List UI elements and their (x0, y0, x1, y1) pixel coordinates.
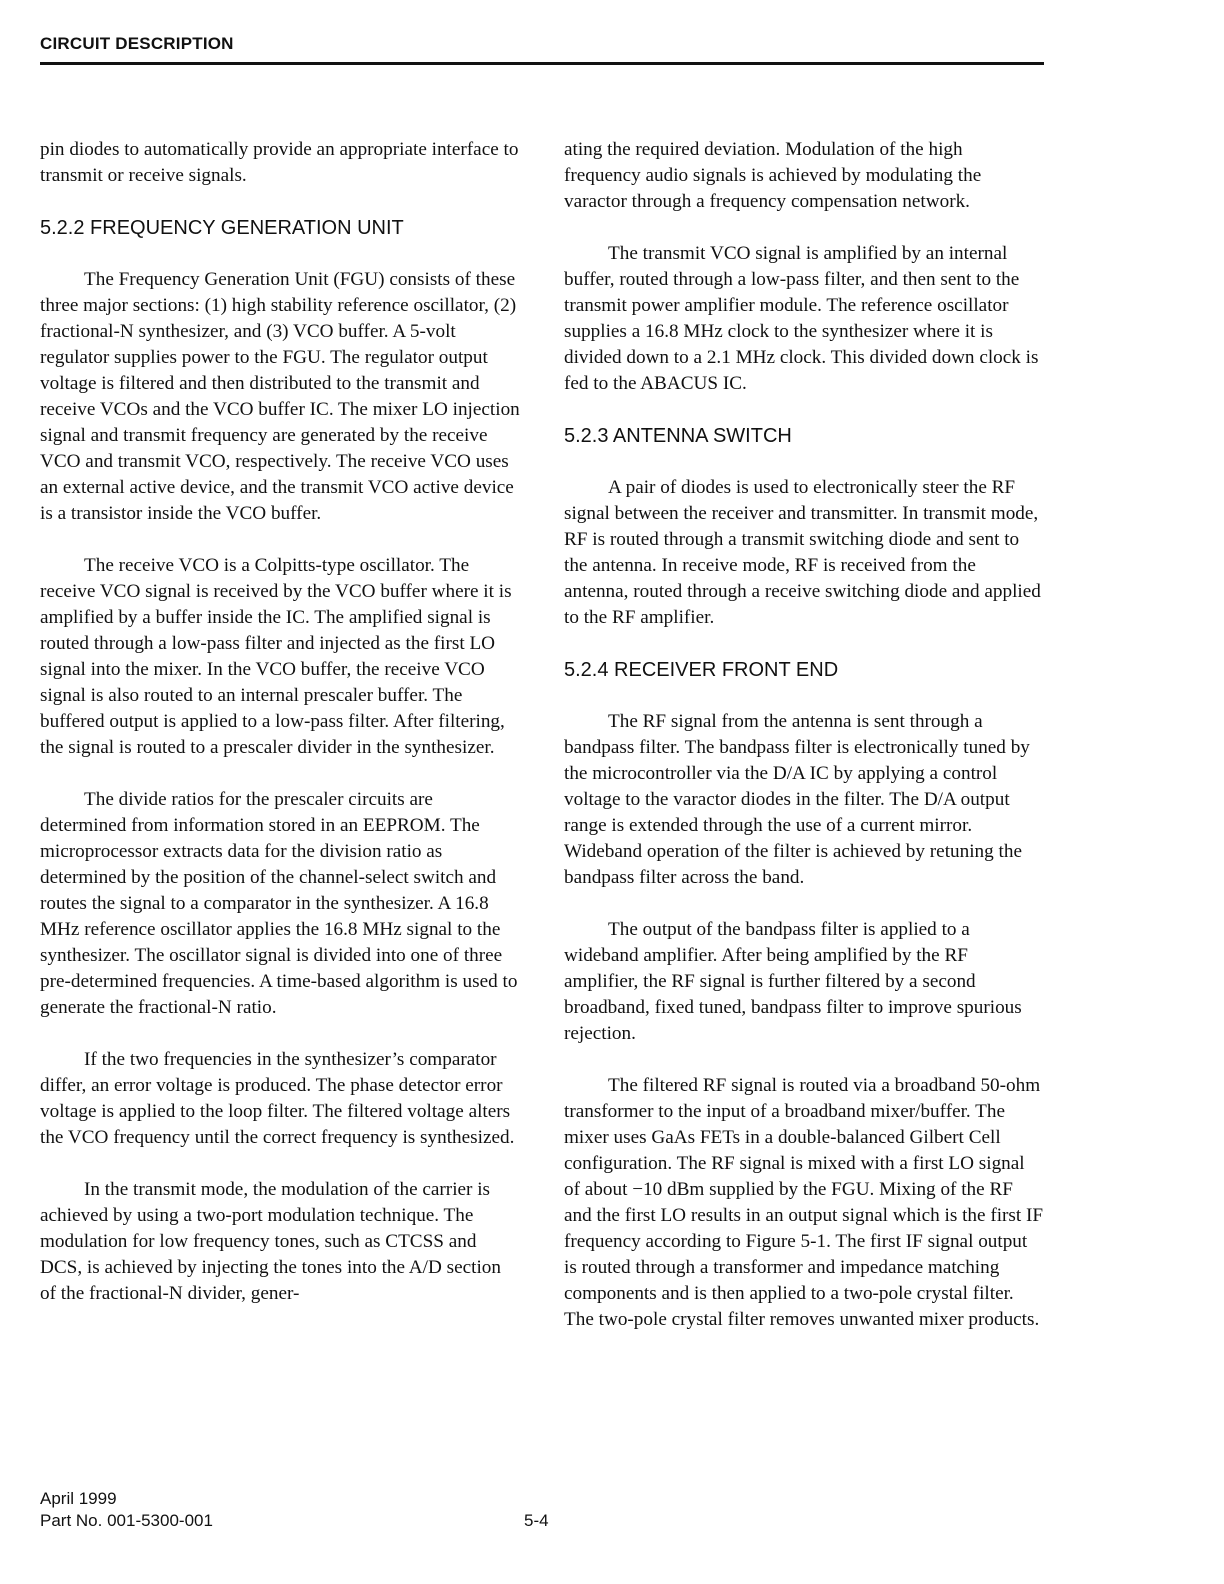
section-heading-5-2-3: 5.2.3 ANTENNA SWITCH (564, 425, 792, 447)
footer-info (40, 1488, 213, 1532)
footer-part-number: Part No. 001-5300-001 (40, 1511, 213, 1530)
page-header-title: CIRCUIT DESCRIPTION (40, 34, 234, 53)
right-paragraph-5: The filtered RF signal is routed via a broadband 50-ohm transformer to the input of a broadband mixer/buffer. The mixer uses GaAs FETs in a double-balanced Gilbert Cell configuration. The RF signal is mixed with a first LO signal of about −10 dBm supplied by the FGU. Mixing of the RF and the first LO results in an output signal which is the first IF frequency according to Figure 5-1. The first IF signal output is routed through a transformer and impedance matching components and is then applied to a two-pole crystal filter. The two-pole crystal filter removes unwanted mixer products. (564, 1075, 1044, 1330)
right-paragraph-2: A pair of diodes is used to electronically steer the RF signal between the receiver and transmitter. In transmit mode, RF is routed through a transmit switching diode and sent to the antenna. In receive mode, RF is received from the antenna, routed through a receive switching diode and applied to the RF amplifier. (564, 477, 1041, 628)
right-paragraph-0: ating the required deviation. Modulation of the high frequency audio signals is achieved by modulating the varactor through a frequency compensation network. (564, 139, 982, 212)
section-heading-5-2-4: 5.2.4 RECEIVER FRONT END (564, 659, 839, 681)
left-paragraph-3: The divide ratios for the prescaler circuits are determined from information stored in an EEPROM. The microprocessor extracts data for the division ratio as determined by the position of the channel-select switch and routes the signal to a comparator in the synthesizer. A 16.8 MHz reference oscillator applies the 16.8 MHz signal to the synthesizer. The oscillator signal is divided into one of three pre-determined frequencies. A time-based algorithm is used to generate the fractional-N ratio. (40, 789, 518, 1018)
header-rule (40, 62, 1044, 65)
right-column (564, 137, 1044, 1359)
left-paragraph-2: The receive VCO is a Colpitts-type oscillator. The receive VCO signal is received by the VCO buffer where it is amplified by a buffer inside the IC. The amplified signal is routed through a low-pass filter and injected as the first LO signal into the mixer. In the VCO buffer, the receive VCO signal is also routed to an internal prescaler buffer. The buffered output is applied to a low-pass filter. After filtering, the signal is routed to a prescaler divider in the synthesizer. (40, 555, 512, 758)
left-column (40, 137, 520, 1333)
right-paragraph-1: The transmit VCO signal is amplified by an internal buffer, routed through a low-pass filter, and then sent to the transmit power amplifier module. The reference oscillator supplies a 16.8 MHz clock to the synthesizer where it is divided down to a 2.1 MHz clock. This divided down clock is fed to the ABACUS IC. (564, 243, 1039, 394)
right-paragraph-4: The output of the bandpass filter is applied to a wideband amplifier. After being amplified by the RF amplifier, the RF signal is further filtered by a second broadband, fixed tuned, bandpass filter to improve spurious rejection. (564, 919, 1022, 1044)
left-paragraph-1: The Frequency Generation Unit (FGU) consists of these three major sections: (1) high stability reference oscillator, (2) fractional-N synthesizer, and (3) VCO buffer. A 5-volt regulator supplies power to the FGU. The regulator output voltage is filtered and then distributed to the transmit and receive VCOs and the VCO buffer IC. The mixer LO injection signal and transmit frequency are generated by the receive VCO and transmit VCO, respectively. The receive VCO uses an external active device, and the transmit VCO active device is a transistor inside the VCO buffer. (40, 269, 520, 524)
page-number: 5-4 (524, 1511, 549, 1530)
left-paragraph-5: In the transmit mode, the modulation of the carrier is achieved by using a two-port modulation technique. The modulation for low frequency tones, such as CTCSS and DCS, is achieved by injecting the tones into the A/D section of the fractional-N divider, gener- (40, 1179, 501, 1304)
footer-date: April 1999 (40, 1489, 117, 1508)
section-heading-5-2-2: 5.2.2 FREQUENCY GENERATION UNIT (40, 217, 404, 239)
left-paragraph-0: pin diodes to automatically provide an appropriate interface to transmit or receive signals. (40, 139, 519, 186)
left-paragraph-4: If the two frequencies in the synthesizer’s comparator differ, an error voltage is produced. The phase detector error voltage is applied to the loop filter. The filtered voltage alters the VCO frequency until the correct frequency is synthesized. (40, 1049, 515, 1148)
right-paragraph-3: The RF signal from the antenna is sent through a bandpass filter. The bandpass filter is electronically tuned by the microcontroller via the D/A IC by applying a control voltage to the varactor diodes in the filter. The D/A output range is extended through the use of a current mirror. Wideband operation of the filter is achieved by retuning the bandpass filter across the band. (564, 711, 1030, 888)
